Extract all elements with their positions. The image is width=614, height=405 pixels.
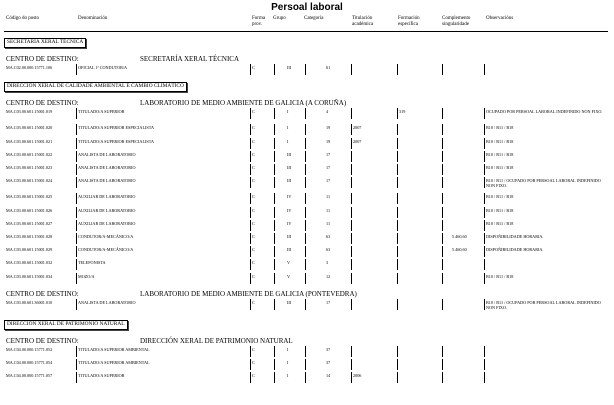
column-divider — [397, 273, 398, 284]
cell-codigo: MA.C03.00.601.15001.019 — [6, 109, 53, 115]
table-row — [4, 300, 610, 313]
cell-forma: C — [252, 151, 255, 157]
cell-forma: C — [252, 260, 255, 266]
column-divider — [484, 346, 485, 357]
cell-complemento: 5.460,60 — [452, 234, 467, 239]
column-divider — [274, 64, 275, 75]
centro-name: SECRETARÍA XERAL TÉCNICA — [140, 55, 239, 63]
column-divider — [397, 233, 398, 244]
cell-grupo: III — [287, 247, 292, 253]
table-row — [4, 125, 610, 138]
column-divider — [442, 164, 443, 175]
cell-denominacion: AUXILIAR DE LABORATORIO — [78, 207, 136, 213]
header-codigo: Código do posto — [6, 16, 40, 21]
column-divider — [351, 346, 352, 357]
table-row — [4, 373, 610, 386]
cell-forma: C — [252, 273, 255, 279]
column-divider — [442, 233, 443, 244]
cell-categoria: 61 — [326, 65, 331, 70]
section-heading: DIRECCIÓN XERAL DE PATRIMONIO NATURAL — [4, 320, 128, 330]
cell-grupo: I — [287, 360, 289, 366]
column-divider — [305, 299, 306, 310]
column-divider — [274, 346, 275, 357]
cell-codigo: MA.C02.00.000.15771.106 — [6, 65, 53, 70]
cell-observacions: B10 / B11 / B18 — [486, 165, 514, 170]
column-divider — [250, 346, 251, 357]
column-divider — [274, 193, 275, 204]
table-row — [4, 247, 610, 260]
cell-grupo: I — [287, 125, 289, 131]
column-divider — [250, 207, 251, 218]
cell-denominacion: AUXILIAR DE LABORATORIO — [78, 194, 136, 200]
cell-forma: C — [252, 360, 255, 366]
cell-codigo: MA.C04.00.000.15771.054 — [6, 360, 53, 366]
column-divider — [484, 299, 485, 310]
column-divider — [274, 246, 275, 257]
column-divider — [274, 372, 275, 383]
column-divider — [397, 372, 398, 383]
table-row — [4, 234, 610, 247]
column-divider — [351, 177, 352, 188]
column-divider — [442, 372, 443, 383]
cell-denominacion: AUXILIAR DE LABORATORIO — [78, 220, 136, 226]
cell-categoria: 12 — [326, 273, 331, 279]
column-divider — [274, 124, 275, 135]
cell-denominacion: TITULADO/A SUPERIOR AMBIENTAL — [78, 347, 150, 352]
column-divider — [442, 151, 443, 162]
cell-denominacion: OFICIAL 1ª CONDUTOR/A — [78, 65, 128, 70]
column-divider — [305, 138, 306, 149]
cell-categoria: 17 — [326, 165, 331, 170]
centro-name: LABORATORIO DE MEDIO AMBIENTE DE GALICIA (PONTEVEDRA) — [140, 289, 357, 298]
column-divider — [305, 177, 306, 188]
column-divider — [76, 233, 77, 244]
column-divider — [397, 64, 398, 75]
cell-observacions: B10 / B11 / B18 — [486, 125, 514, 131]
column-divider — [250, 273, 251, 284]
column-divider — [274, 207, 275, 218]
cell-categoria: 11 — [326, 207, 331, 213]
column-divider — [442, 299, 443, 310]
column-divider — [484, 246, 485, 257]
cell-forma: C — [252, 234, 255, 239]
column-divider — [76, 177, 77, 188]
column-divider — [397, 207, 398, 218]
column-divider — [76, 108, 77, 119]
column-divider — [351, 164, 352, 175]
cell-forma: C — [252, 178, 255, 184]
cell-forma: C — [252, 299, 255, 305]
cell-categoria: 17 — [326, 178, 331, 184]
column-divider — [397, 151, 398, 162]
column-divider — [484, 64, 485, 75]
cell-grupo: I — [287, 373, 289, 379]
column-divider — [442, 64, 443, 75]
column-divider — [397, 124, 398, 135]
column-divider — [76, 359, 77, 370]
column-divider — [274, 273, 275, 284]
cell-codigo: MA.C03.00.601.15001.020 — [6, 125, 53, 131]
column-divider — [305, 372, 306, 383]
cell-denominacion: TELEFONISTA — [78, 260, 106, 266]
column-divider — [76, 151, 77, 162]
column-divider — [274, 220, 275, 231]
column-divider — [397, 246, 398, 257]
cell-grupo: III — [287, 165, 292, 170]
cell-categoria: 19 — [326, 138, 331, 144]
table-row — [4, 347, 610, 360]
cell-formacion: 319 — [399, 109, 406, 115]
table-row — [4, 178, 610, 191]
table-row — [4, 152, 610, 165]
column-divider — [250, 372, 251, 383]
column-divider — [76, 372, 77, 383]
cell-categoria: 17 — [326, 151, 331, 157]
column-divider — [305, 193, 306, 204]
column-divider — [274, 233, 275, 244]
column-divider — [250, 259, 251, 270]
column-divider — [76, 207, 77, 218]
column-divider — [274, 259, 275, 270]
cell-codigo: MA.C03.00.601.15001.028 — [6, 234, 53, 239]
column-divider — [76, 64, 77, 75]
cell-complemento: 5.460,60 — [452, 247, 467, 253]
cell-codigo: MA.C03.00.601.36001.010 — [6, 299, 53, 305]
cell-grupo: III — [287, 299, 292, 305]
column-divider — [305, 151, 306, 162]
column-divider — [484, 359, 485, 370]
column-divider — [484, 151, 485, 162]
column-divider — [250, 220, 251, 231]
column-divider — [484, 233, 485, 244]
centro-label: CENTRO DE DESTINO: — [6, 337, 79, 345]
column-divider — [397, 193, 398, 204]
cell-denominacion: TITULADO/A SUPERIOR — [78, 109, 125, 115]
column-divider — [250, 64, 251, 75]
cell-grupo: III — [287, 234, 292, 239]
column-divider — [484, 372, 485, 383]
cell-categoria: 37 — [326, 360, 331, 366]
cell-categoria: 11 — [326, 220, 331, 226]
column-divider — [442, 108, 443, 119]
column-divider — [274, 299, 275, 310]
column-divider — [305, 259, 306, 270]
column-divider — [442, 346, 443, 357]
column-divider — [250, 359, 251, 370]
column-divider — [442, 124, 443, 135]
centro-label: CENTRO DE DESTINO: — [6, 289, 79, 298]
column-divider — [351, 273, 352, 284]
cell-codigo: MA.C03.00.601.15001.023 — [6, 165, 53, 170]
table-row — [4, 208, 610, 221]
table-row — [4, 274, 610, 287]
column-divider — [442, 207, 443, 218]
table-row — [4, 65, 610, 78]
column-divider — [305, 108, 306, 119]
column-divider — [397, 259, 398, 270]
centro-name: LABORATORIO DE MEDIO AMBIENTE DE GALICIA (A CORUÑA) — [140, 99, 347, 108]
cell-grupo: III — [287, 65, 292, 70]
column-divider — [76, 299, 77, 310]
header-titulacion: Titulación académica — [352, 16, 374, 27]
cell-categoria: 63 — [326, 234, 331, 239]
column-divider — [305, 124, 306, 135]
column-divider — [351, 151, 352, 162]
column-divider — [442, 246, 443, 257]
cell-grupo: IV — [287, 194, 292, 200]
cell-codigo: MA.C03.00.601.15001.022 — [6, 151, 53, 157]
cell-grupo: V — [287, 260, 291, 266]
column-divider — [305, 273, 306, 284]
column-divider — [305, 346, 306, 357]
cell-observacions: B10 / B11 / B18 — [486, 151, 514, 157]
cell-denominacion: ANALISTA DE LABORATORIO — [78, 165, 136, 170]
cell-observacions: B10 / B11 / B18 — [486, 194, 514, 200]
column-divider — [76, 164, 77, 175]
column-divider — [250, 164, 251, 175]
column-divider — [484, 138, 485, 149]
centro-label: CENTRO DE DESTINO: — [6, 99, 79, 108]
cell-codigo: MA.C03.00.601.15001.034 — [6, 273, 53, 279]
column-divider — [76, 273, 77, 284]
cell-grupo: III — [287, 178, 292, 184]
cell-forma: C — [252, 373, 255, 379]
cell-observacions: B10 / B11 / B18 — [486, 220, 514, 226]
table-row — [4, 260, 610, 273]
cell-categoria: 4 — [326, 109, 329, 115]
column-divider — [274, 138, 275, 149]
header-denominacion: Denominación — [78, 16, 108, 21]
cell-titulacion: 2007 — [353, 125, 362, 131]
column-divider — [442, 177, 443, 188]
column-divider — [442, 273, 443, 284]
column-divider — [442, 259, 443, 270]
column-divider — [397, 108, 398, 119]
cell-forma: C — [252, 347, 255, 352]
column-divider — [351, 299, 352, 310]
cell-forma: C — [252, 247, 255, 253]
column-divider — [274, 359, 275, 370]
cell-titulacion: 2007 — [353, 138, 362, 144]
cell-codigo: MA.C03.00.601.15001.025 — [6, 194, 53, 200]
cell-grupo: I — [287, 347, 289, 352]
cell-forma: C — [252, 109, 255, 115]
header-formacion: Formación específica — [398, 16, 420, 27]
column-divider — [351, 193, 352, 204]
column-divider — [442, 359, 443, 370]
cell-denominacion: TITULADO/A SUPERIOR AMBIENTAL — [78, 360, 150, 366]
column-divider — [305, 233, 306, 244]
header-categoria: Categoría — [304, 16, 324, 21]
column-divider — [351, 372, 352, 383]
cell-codigo: MA.C03.00.601.15001.021 — [6, 138, 53, 144]
column-divider — [397, 138, 398, 149]
column-divider — [442, 138, 443, 149]
column-divider — [76, 246, 77, 257]
page-title: Persoal laboral — [271, 2, 343, 13]
cell-observacions: B10 / B11 / B18 — [486, 273, 514, 279]
cell-observacions: DISPOÑIBILIDADE HORARIA. — [486, 234, 544, 239]
table-row — [4, 221, 610, 234]
column-divider — [250, 246, 251, 257]
column-divider — [351, 233, 352, 244]
cell-observacions: DISPOÑIBILIDADE HORARIA. — [486, 247, 544, 253]
cell-codigo: MA.C03.00.601.15001.032 — [6, 260, 53, 266]
cell-codigo: MA.C03.00.601.15001.029 — [6, 247, 53, 253]
centro-name: DIRECCIÓN XERAL DE PATRIMONIO NATURAL — [140, 337, 293, 345]
header-forma: Forma prov. — [252, 16, 266, 27]
cell-categoria: 63 — [326, 247, 331, 253]
column-divider — [351, 207, 352, 218]
column-divider — [351, 359, 352, 370]
cell-denominacion: TITULADO/A SUPERIOR ESPECIALISTA — [78, 138, 154, 144]
cell-denominacion: CONDUTOR/A-MECÁNICO/A — [78, 234, 134, 239]
header-complemento: Complemento singularidade — [442, 16, 471, 27]
cell-denominacion: CONDUTOR/A-MECÁNICO/A — [78, 247, 134, 253]
column-divider — [250, 124, 251, 135]
cell-categoria: 37 — [326, 347, 331, 352]
cell-grupo: I — [287, 109, 289, 115]
cell-denominacion: TITULADO/A SUPERIOR — [78, 373, 125, 379]
cell-grupo: V — [287, 273, 291, 279]
column-divider — [397, 359, 398, 370]
column-divider — [397, 177, 398, 188]
cell-grupo: I — [287, 138, 289, 144]
cell-observacions: B10 / B11 / B18 — [486, 138, 514, 144]
column-divider — [305, 164, 306, 175]
column-divider — [250, 177, 251, 188]
cell-grupo: IV — [287, 220, 292, 226]
column-divider — [250, 193, 251, 204]
cell-denominacion: TITULADO/A SUPERIOR ESPECIALISTA — [78, 125, 154, 131]
header-observacions: Observacións — [486, 16, 514, 21]
cell-titulacion: 2006 — [353, 373, 362, 379]
column-divider — [484, 273, 485, 284]
column-divider — [351, 108, 352, 119]
cell-denominacion: ANALISTA DE LABORATORIO — [78, 299, 136, 305]
table-row — [4, 194, 610, 207]
cell-observacions: OCUPADO POR PERSOAL LABORAL INDEFINIDO NON FIXO. — [486, 109, 603, 115]
column-divider — [484, 207, 485, 218]
column-divider — [351, 124, 352, 135]
cell-codigo: MA.C03.00.601.15001.024 — [6, 178, 53, 184]
cell-denominacion: ANALISTA DE LABORATORIO — [78, 151, 136, 157]
column-divider — [76, 220, 77, 231]
cell-codigo: MA.C04.00.000.15771.052 — [6, 347, 53, 352]
column-divider — [484, 124, 485, 135]
cell-codigo: MA.C03.00.601.15001.026 — [6, 207, 53, 213]
column-divider — [305, 220, 306, 231]
cell-forma: C — [252, 194, 255, 200]
column-divider — [274, 164, 275, 175]
column-divider — [351, 220, 352, 231]
table-row — [4, 165, 610, 178]
column-divider — [274, 151, 275, 162]
column-divider — [305, 64, 306, 75]
cell-observacions: B10 / B11 / B18 — [486, 207, 514, 213]
cell-codigo: MA.C03.00.601.15001.027 — [6, 220, 53, 226]
section-heading: DIRECCIÓN XERAL DE CALIDADE AMBIENTAL E CAMBIO CLIMÁTICO — [4, 82, 187, 92]
column-divider — [351, 138, 352, 149]
column-divider — [250, 138, 251, 149]
cell-observacions: B10 / B11 / OCUPADO POR PERSOAL LABORAL INDEFINIDO NON FIXO. — [486, 299, 601, 310]
column-divider — [76, 346, 77, 357]
column-divider — [484, 220, 485, 231]
column-divider — [351, 246, 352, 257]
cell-grupo: III — [287, 151, 292, 157]
column-divider — [484, 193, 485, 204]
column-divider — [397, 299, 398, 310]
header-rule — [4, 31, 608, 32]
section-heading: SECRETARÍA XERAL TÉCNICA — [4, 38, 86, 48]
cell-grupo: IV — [287, 207, 292, 213]
cell-forma: C — [252, 65, 255, 70]
column-divider — [484, 108, 485, 119]
column-divider — [250, 151, 251, 162]
cell-denominacion: MOZO/A — [78, 273, 95, 279]
cell-denominacion: ANALISTA DE LABORATORIO — [78, 178, 136, 184]
column-divider — [484, 164, 485, 175]
table-row — [4, 109, 610, 122]
column-divider — [351, 259, 352, 270]
column-divider — [250, 233, 251, 244]
column-divider — [250, 299, 251, 310]
centro-label: CENTRO DE DESTINO: — [6, 55, 79, 63]
column-divider — [484, 177, 485, 188]
cell-codigo: MA.C04.00.000.15771.057 — [6, 373, 53, 379]
cell-categoria: 17 — [326, 299, 331, 305]
column-divider — [442, 220, 443, 231]
column-divider — [305, 207, 306, 218]
table-row — [4, 139, 610, 152]
column-divider — [397, 164, 398, 175]
table-row — [4, 360, 610, 373]
column-divider — [397, 346, 398, 357]
column-divider — [274, 177, 275, 188]
column-divider — [397, 220, 398, 231]
cell-forma: C — [252, 220, 255, 226]
column-divider — [76, 193, 77, 204]
cell-forma: C — [252, 207, 255, 213]
column-divider — [76, 259, 77, 270]
cell-forma: C — [252, 138, 255, 144]
cell-categoria: 14 — [326, 373, 331, 379]
column-divider — [442, 193, 443, 204]
column-divider — [250, 108, 251, 119]
cell-categoria: 19 — [326, 125, 331, 131]
column-divider — [305, 246, 306, 257]
cell-observacions: B10 / B11 / OCUPADO POR PERSOAL LABORAL INDEFINIDO NON FIXO. — [486, 178, 601, 189]
column-divider — [484, 259, 485, 270]
column-divider — [351, 64, 352, 75]
column-divider — [305, 359, 306, 370]
column-divider — [76, 138, 77, 149]
column-divider — [76, 124, 77, 135]
header-grupo: Grupo — [273, 16, 286, 21]
cell-categoria: 3 — [326, 260, 329, 266]
cell-forma: C — [252, 165, 255, 170]
cell-categoria: 11 — [326, 194, 331, 200]
column-divider — [274, 108, 275, 119]
cell-forma: C — [252, 125, 255, 131]
